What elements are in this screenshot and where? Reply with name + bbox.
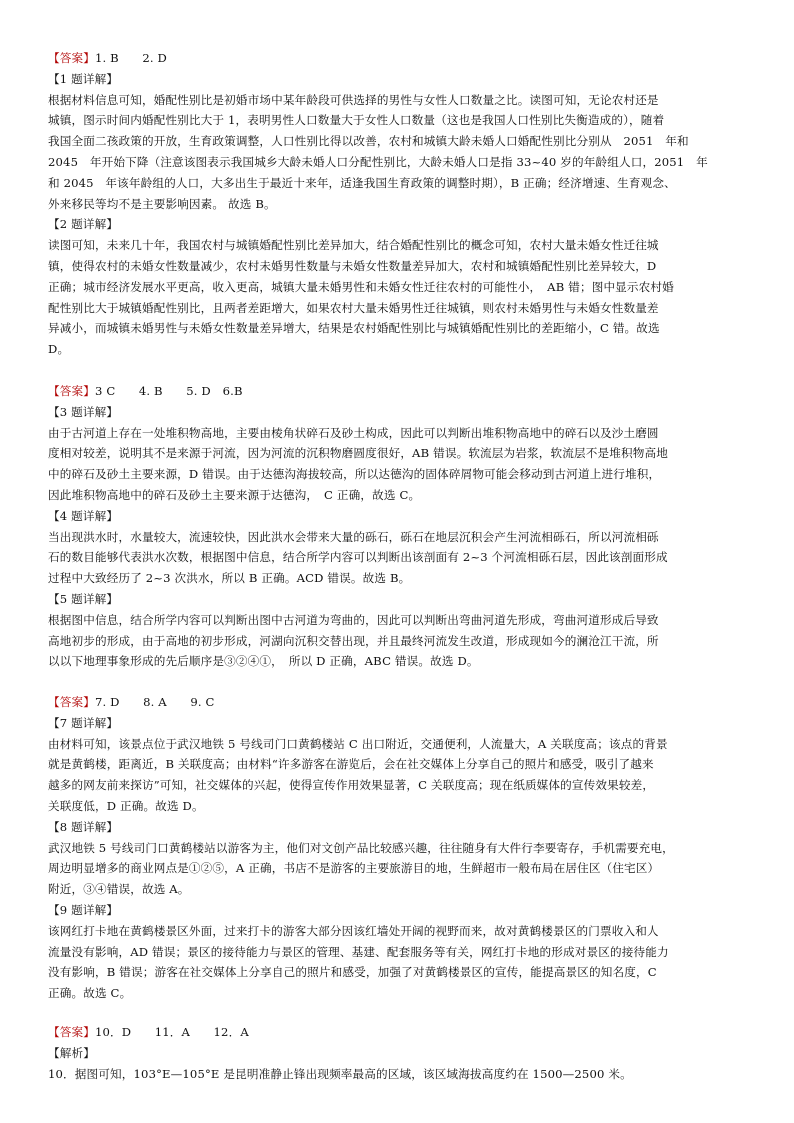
explanation-line: 该网红打卡地在黄鹤楼景区外面，过来打卡的游客大部分因该红墙处开阔的视野而来，故对黄鹤楼景区的门票收入和人: [48, 923, 659, 938]
explanation-line: 越多的网友前来探访”可知，社交媒体的兴起，使得宣传作用效果显著，C 关联度高；现在纸质媒体的宣传效果较差，: [48, 778, 655, 793]
question-heading: 【9 题详解】: [48, 903, 119, 917]
explanation-line: 我国全面二孩政策的开放，生育政策调整，人口性别比得以改善，农村和城镇大龄未婚人口婚配性别比分别从 2051 年和: [48, 134, 689, 149]
answer-line: [48, 51, 167, 65]
answer-bracket: 【答案】: [48, 384, 95, 398]
explanation-line: 以以下地理事象形成的先后顺序是③②④①， 所以 D 正确，ABC 错误。故选 D。: [48, 654, 479, 669]
answer-line: [48, 695, 215, 709]
question-heading: 【4 题详解】: [48, 508, 119, 523]
answer-line: [48, 1025, 249, 1039]
question-heading: 【5 题详解】: [48, 592, 119, 606]
answer-bracket: 【答案】: [48, 1025, 95, 1039]
explanation-line: 流量没有影响，AD 错误；景区的接待能力与景区的管理、基建、配套服务等有关，网红打卡地的形成对景区的接待能力: [48, 944, 669, 959]
explanation-line: 武汉地铁 5 号线司门口黄鹤楼站以游客为主，他们对文创产品比较感兴趣，往往随身有大件行李要寄存，手机需要充电，: [48, 840, 674, 855]
explanation-line: 石的数目能够代表洪水次数，根据图中信息，结合所学内容可以判断出该剖面有 2~3 个河流相砾石层，因此该剖面形成: [48, 550, 668, 565]
question-heading: 【8 题详解】: [48, 819, 119, 834]
question-heading: 【1 题详解】: [48, 71, 119, 86]
question-heading: 【3 题详解】: [48, 404, 119, 419]
question-heading: 【解析】: [48, 1045, 95, 1060]
explanation-line: 和 2045 年该年龄组的人口，大多出生于最近十来年，适逢我国生育政策的调整时期），B 正确；经济增速、生育观念、: [48, 175, 676, 190]
explanation-line: 配性别比大于城镇婚配性别比，且两者差距增大，如果农村大量未婚男性迁往城镇，则农村未婚男性与未婚女性数量差: [48, 300, 659, 315]
explanation-line: 过程中大致经历了 2~3 次洪水，所以 B 正确。ACD 错误。故选 B。: [48, 571, 411, 586]
explanation-line: 关联度低，D 正确。故选 D。: [48, 799, 204, 813]
explanation-line: 由材料可知，该景点位于武汉地铁 5 号线司门口黄鹤楼站 C 出口附近，交通便利，人流量大，A 关联度高；该点的背景: [48, 736, 668, 751]
explanation-line: 城镇，图示时间内婚配性别比大于 1，表明男性人口数量大于女性人口数量（这也是我国人口性别比失衡造成的），随着: [48, 113, 665, 128]
explanation-line: 外来移民等均不是主要影响因素。 故选 B。: [48, 196, 276, 211]
explanation-line: 异减小，而城镇未婚男性与未婚女性数量差异增大，结果是农村婚配性别比与城镇婚配性别比的差距缩小，C 错。故选: [48, 321, 660, 336]
answer-text: 7. D 8. A 9. C: [94, 695, 215, 709]
explanation-line: 读图可知，未来几十年，我国农村与城镇婚配性别比差异加大，结合婚配性别比的概念可知，农村大量未婚女性迁往城: [48, 238, 659, 253]
explanation-line: 正确；城市经济发展水平更高，收入更高，城镇大量未婚男性和未婚女性迁往农村的可能性小， AB 错；图中显示农村婚: [48, 279, 674, 294]
answer-text: 10．D 11．A 12．A: [94, 1025, 249, 1039]
question-heading: 【2 题详解】: [48, 217, 119, 232]
answer-text: 3 C 4. B 5. D 6.B: [94, 384, 243, 398]
explanation-line: 高地初步的形成，由于高地的初步形成，河湖向沉积交替出现，并且最终河流发生改道，形成现如今的澜沧江干流，所: [48, 633, 659, 648]
answer-text: 1. B 2. D: [94, 51, 167, 65]
explanation-line: 正确。故选 C。: [48, 986, 132, 1001]
explanation-line: 2045 年开始下降（注意该图表示我国城乡大龄未婚人口分配性别比，大龄未婚人口是指 33~40 岁的年龄组人口，2051 年: [48, 155, 708, 169]
explanation-line: 就是黄鹤楼，距离近，B 关联度高；由材料“许多游客在游览后，会在社交媒体上分享自己的照片和感受，吸引了越来: [48, 757, 654, 772]
explanation-line: 度相对较差，说明其不是来源于河流，因为河流的沉积物磨圆度很好，AB 错误。软流层为岩浆，软流层不是堆积物高地: [48, 446, 668, 461]
answer-line: [48, 384, 243, 398]
explanation-line: 附近，③④错误，故选 A。: [48, 882, 190, 897]
answer-bracket: 【答案】: [48, 695, 95, 709]
explanation-line: D。: [48, 342, 70, 357]
answer-bracket: 【答案】: [48, 51, 95, 65]
explanation-line: 根据图中信息，结合所学内容可以判断出图中古河道为弯曲的，因此可以判断出弯曲河道先形成，弯曲河道形成后导致: [48, 612, 659, 627]
explanation-line: 周边明显增多的商业网点是①②⑤，A 正确，书店不是游客的主要旅游目的地，生鲜超市一般布局在居住区（住宅区）: [48, 861, 660, 876]
explanation-line: 镇，使得农村的未婚女性数量减少，农村未婚男性数量与未婚女性数量差异加大，农村和城镇婚配性别比差异较大，D: [48, 259, 657, 273]
explanation-line: 根据材料信息可知，婚配性别比是初婚市场中某年龄段可供选择的男性与女性人口数量之比。读图可知，无论农村还是: [48, 92, 659, 107]
explanation-line: 中的碎石及砂土主要来源，D 错误。由于达德沟海拔较高，所以达德沟的固体碎屑物可能会移动到古河道上进行堆积，: [48, 467, 661, 482]
explanation-line: 当出现洪水时，水量较大，流速较快，因此洪水会带来大量的砾石，砾石在地层沉积会产生河流相砾石，所以河流相砾: [48, 529, 659, 544]
explanation-line: 10．据图可知，103°E—105°E 是昆明准静止锋出现频率最高的区域，该区域海拔高度约在 1500—2500 米。: [48, 1066, 632, 1081]
question-heading: 【7 题详解】: [48, 715, 119, 730]
explanation-line: 因此堆积物高地中的碎石及砂土主要来源于达德沟， C 正确，故选 C。: [48, 488, 421, 502]
explanation-line: 由于古河道上存在一处堆积物高地，主要由棱角状碎石及砂土构成，因此可以判断出堆积物高地中的碎石以及沙土磨圆: [48, 425, 659, 440]
explanation-line: 没有影响，B 错误；游客在社交媒体上分享自己的照片和感受，加强了对黄鹤楼景区的宣传，能提高景区的知名度，C: [48, 965, 657, 980]
